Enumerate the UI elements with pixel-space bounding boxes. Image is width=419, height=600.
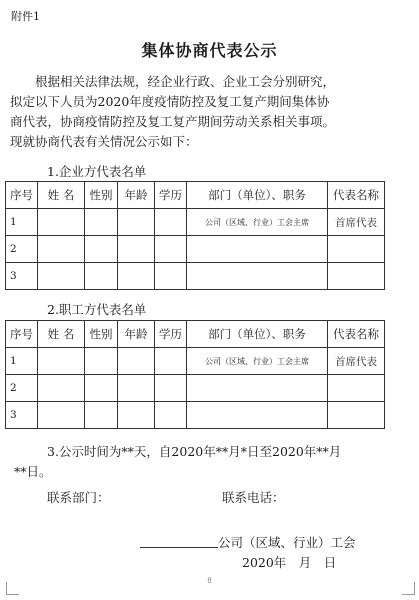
cell-index: 3 [6, 263, 38, 290]
table-header-row [6, 321, 385, 348]
intro-line-1: 根据相关法律法规，经企业行政、企业工会分别研究， [35, 74, 336, 89]
col-header-age: 年龄 [118, 182, 155, 209]
section-heading-employee: 2.职工方代表名单 [47, 302, 147, 317]
cell-department [187, 263, 328, 290]
cell-index: 1 [6, 348, 38, 375]
col-header-name: 姓 名 [38, 182, 85, 209]
document-title: 集体协商代表公示 [141, 41, 278, 60]
intro-line-2: 拟定以下人员为2020年度疫情防控及复工复产期间集体协 [10, 94, 330, 109]
signature-org: 公司（区域、行业）工会 [218, 535, 356, 550]
cell-education [155, 236, 187, 263]
cell-age [118, 263, 155, 290]
col-header-index: 序号 [6, 321, 38, 348]
intro-paragraph [10, 72, 410, 152]
cell-education [155, 402, 187, 429]
cell-index: 3 [6, 402, 38, 429]
col-header-education: 学历 [155, 321, 187, 348]
table-row [6, 263, 385, 290]
enterprise-reps-table [5, 181, 385, 290]
notice-line-1: 3.公示时间为**天，自2020年**月*日至2020年**月 [47, 444, 342, 459]
cell-age [118, 375, 155, 402]
signature-date: 2020年 月 日 [242, 555, 337, 570]
cell-department [187, 402, 328, 429]
cell-gender [85, 375, 118, 402]
cell-rep-title [328, 375, 385, 402]
cell-rep-title: 首席代表 [328, 348, 385, 375]
cell-name [38, 402, 85, 429]
table-header-row [6, 182, 385, 209]
cell-department: 公司（区域、行业）工会主席 [187, 209, 328, 236]
table-row [6, 375, 385, 402]
employee-reps-table [5, 320, 385, 429]
contact-phone-label: 联系电话： [222, 490, 285, 505]
notice-line-2: **日。 [14, 464, 52, 479]
col-header-gender: 性别 [85, 182, 118, 209]
col-header-education: 学历 [155, 182, 187, 209]
cell-age [118, 209, 155, 236]
cell-age [118, 236, 155, 263]
cell-index: 2 [6, 236, 38, 263]
table-row [6, 209, 385, 236]
cell-gender [85, 209, 118, 236]
cell-rep-title [328, 236, 385, 263]
cell-index: 2 [6, 375, 38, 402]
table-row [6, 236, 385, 263]
col-header-name: 姓 名 [38, 321, 85, 348]
col-header-department: 部门（单位）、职务 [187, 321, 328, 348]
cell-rep-title [328, 263, 385, 290]
cell-rep-title: 首席代表 [328, 209, 385, 236]
col-header-rep-title: 代表名称 [328, 321, 385, 348]
cell-age [118, 402, 155, 429]
cell-rep-title [328, 402, 385, 429]
col-header-gender: 性别 [85, 321, 118, 348]
cell-age [118, 348, 155, 375]
intro-line-4: 现就协商代表有关情况公示如下： [10, 134, 198, 149]
table-row [6, 348, 385, 375]
cell-department [187, 236, 328, 263]
intro-line-3: 商代表，协商疫情防控及复工复产期间劳动关系相关事项。 [10, 114, 336, 129]
table-row [6, 402, 385, 429]
col-header-index: 序号 [6, 182, 38, 209]
cell-name [38, 263, 85, 290]
cell-gender [85, 263, 118, 290]
cell-education [155, 263, 187, 290]
cell-name [38, 375, 85, 402]
attachment-label: 附件1 [11, 10, 40, 23]
cell-department [187, 375, 328, 402]
signature-blank-line [140, 537, 218, 548]
cell-name [38, 348, 85, 375]
cell-name [38, 236, 85, 263]
col-header-rep-title: 代表名称 [328, 182, 385, 209]
page-number: 8 [207, 577, 212, 585]
section-heading-enterprise: 1.企业方代表名单 [47, 164, 147, 179]
col-header-age: 年龄 [118, 321, 155, 348]
cell-department: 公司（区域、行业）工会主席 [187, 348, 328, 375]
col-header-department: 部门（单位）、职务 [187, 182, 328, 209]
cell-index: 1 [6, 209, 38, 236]
cell-gender [85, 402, 118, 429]
cell-gender [85, 236, 118, 263]
cell-name [38, 209, 85, 236]
cell-education [155, 375, 187, 402]
cell-education [155, 209, 187, 236]
cell-education [155, 348, 187, 375]
contact-dept-label: 联系部门： [47, 490, 110, 505]
cell-gender [85, 348, 118, 375]
